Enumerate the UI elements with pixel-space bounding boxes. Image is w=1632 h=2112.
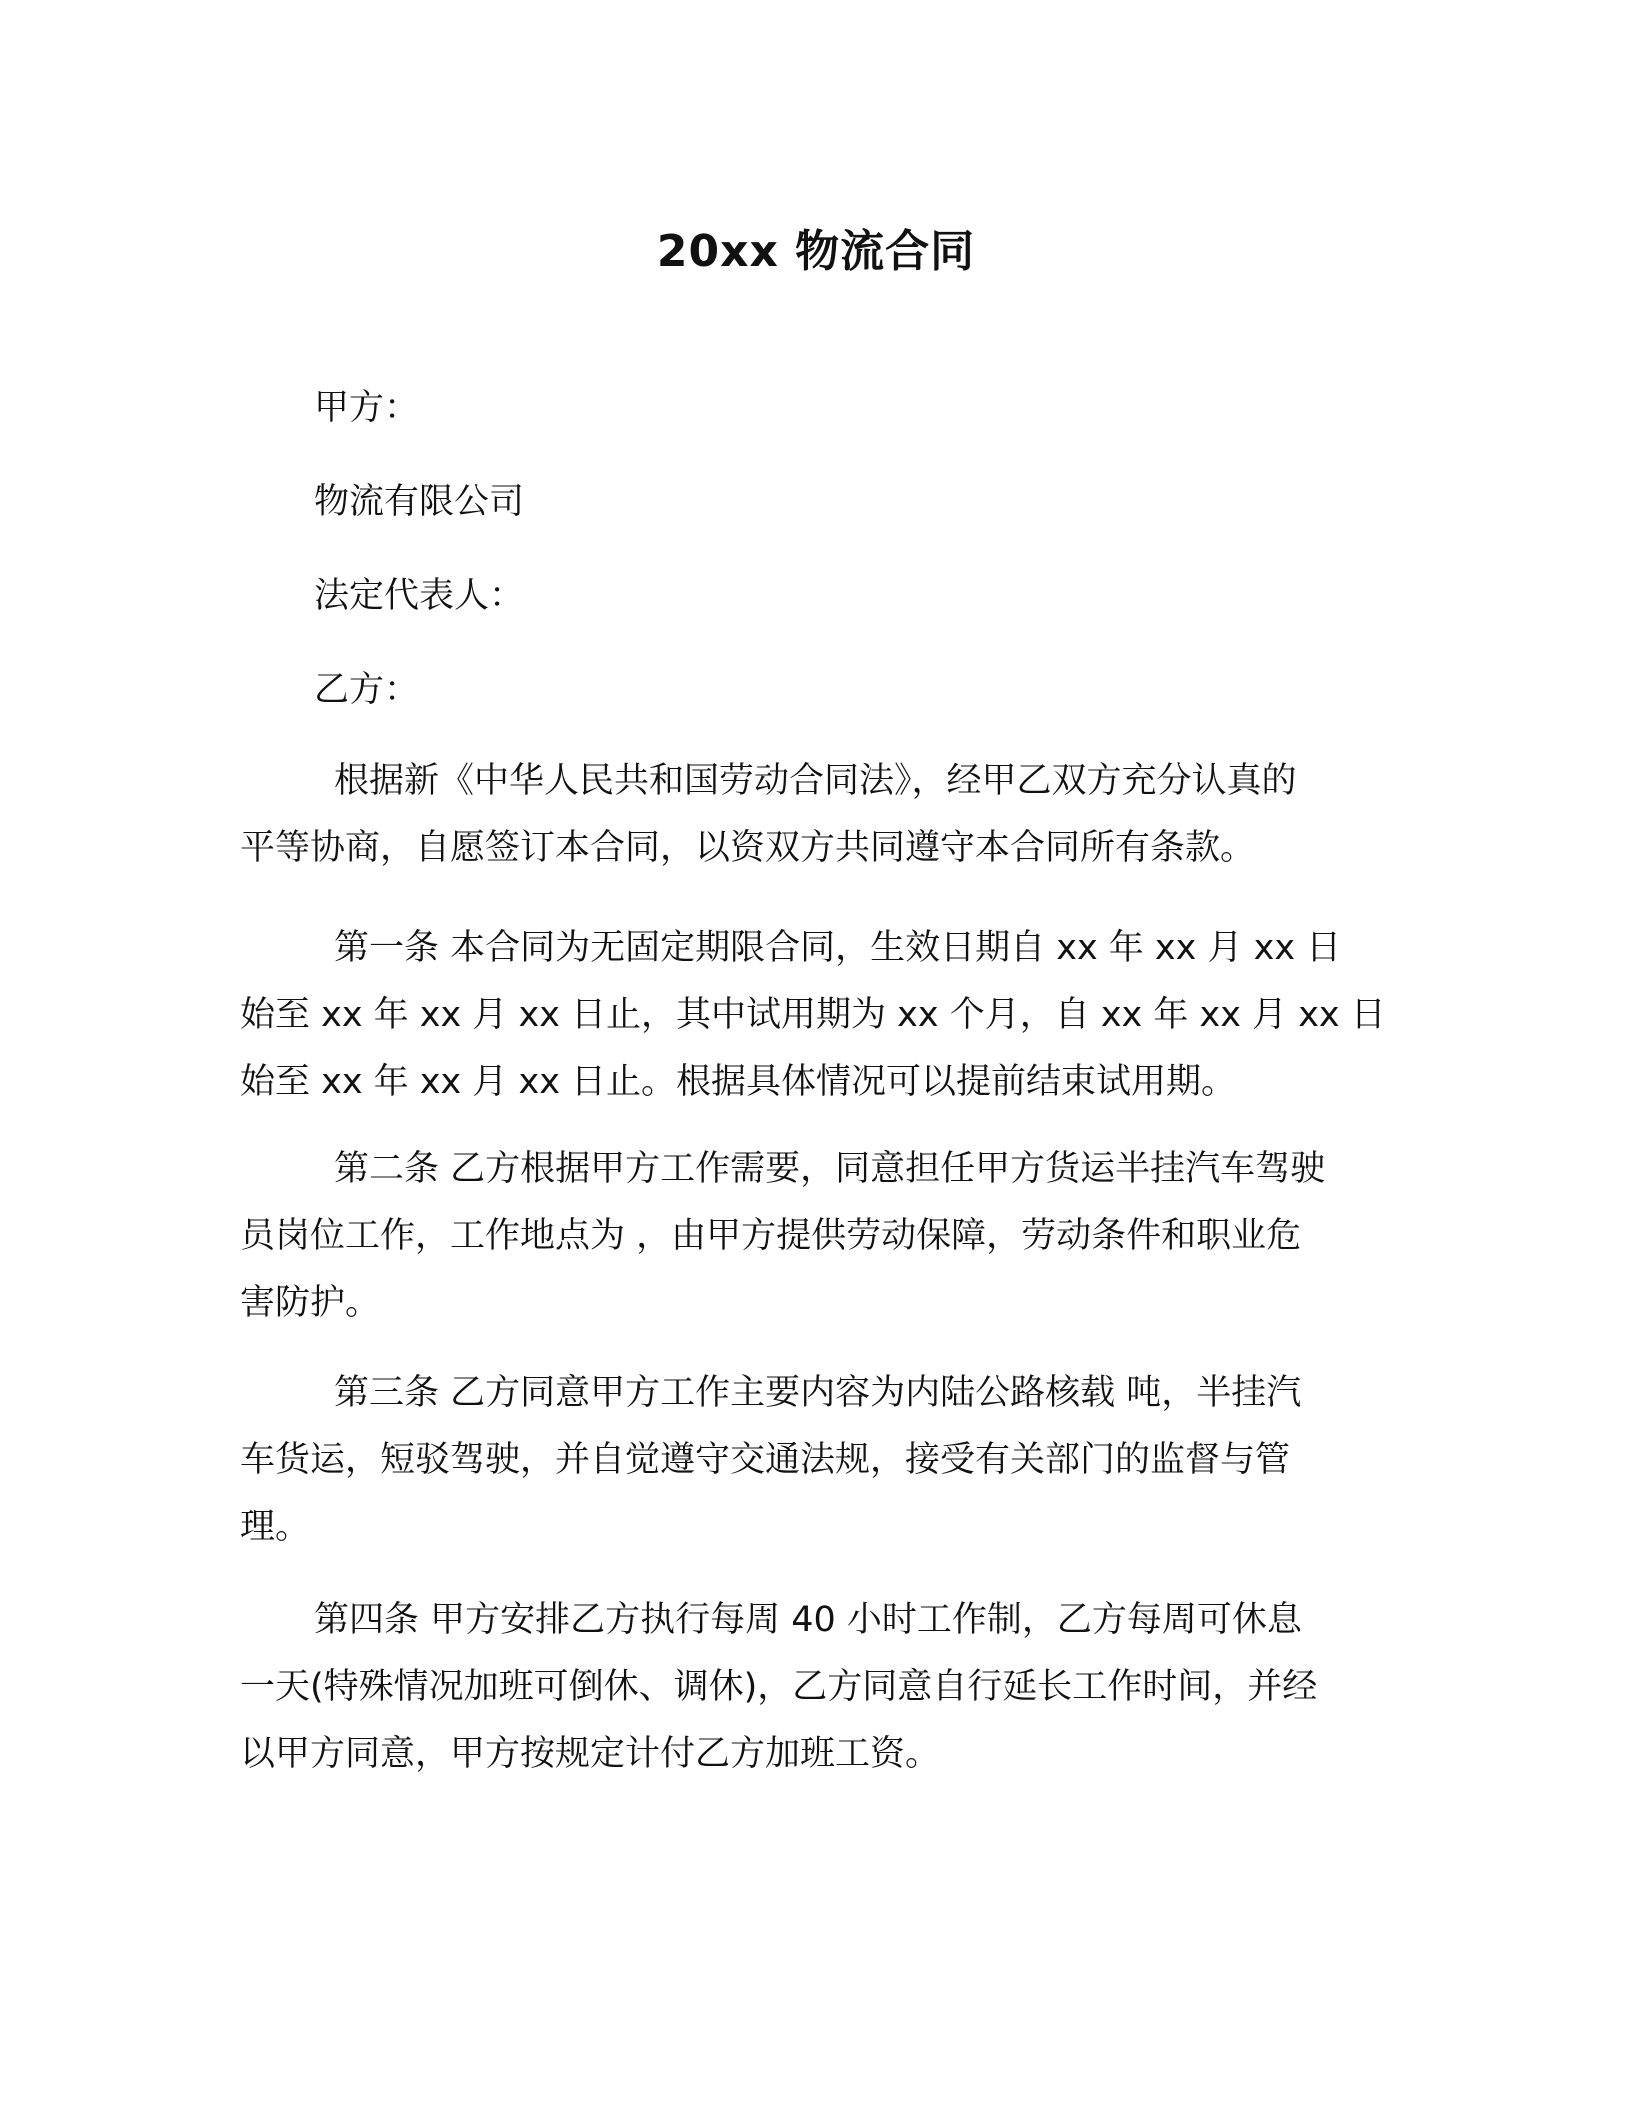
company-name: 物流有限公司 [314,482,525,522]
paragraph-line: 始至 xx 年 xx 月 xx 日止，其中试用期为 xx 个月，自 xx 年 xx 月 xx 日 [240,995,1386,1035]
paragraph-line: 害防护。 [240,1283,381,1323]
paragraph-article-1 [240,915,1400,1116]
paragraph-article-2 [240,1136,1400,1337]
paragraph-line: 平等协商，自愿签订本合同，以资双方共同遵守本合同所有条款。 [240,828,1256,868]
paragraph-line: 第三条 乙方同意甲方工作主要内容为内陆公路核载 吨，半挂汽 [334,1373,1302,1413]
paragraph-line: 根据新《中华人民共和国劳动合同法》，经甲乙双方充分认真的 [334,761,1297,801]
paragraph-article-3 [240,1360,1400,1561]
paragraph-line: 车货运，短驳驾驶，并自觉遵守交通法规，接受有关部门的监督与管 [240,1440,1291,1480]
legal-representative-label: 法定代表人： [314,576,525,616]
paragraph-preamble [240,748,1400,882]
paragraph-line: 理。 [240,1507,311,1547]
paragraph-line: 第二条 乙方根据甲方工作需要，同意担任甲方货运半挂汽车驾驶 [334,1149,1326,1189]
paragraph-line: 第一条 本合同为无固定期限合同，生效日期自 xx 年 xx 月 xx 日 [334,928,1342,968]
paragraph-line: 员岗位工作，工作地点为 ，由甲方提供劳动保障，劳动条件和职业危 [240,1216,1302,1256]
document-title: 20xx 物流合同 [656,226,976,277]
paragraph-line: 一天(特殊情况加班可倒休、调休)，乙方同意自行延长工作时间，并经 [240,1667,1318,1707]
paragraph-line: 第四条 甲方安排乙方执行每周 40 小时工作制，乙方每周可休息 [314,1600,1302,1640]
paragraph-article-4 [240,1587,1400,1788]
paragraph-line: 以甲方同意，甲方按规定计付乙方加班工资。 [240,1734,941,1774]
party-b-label: 乙方： [314,670,420,710]
paragraph-line: 始至 xx 年 xx 月 xx 日止。根据具体情况可以提前结束试用期。 [240,1062,1237,1102]
party-a-label: 甲方： [314,388,420,428]
